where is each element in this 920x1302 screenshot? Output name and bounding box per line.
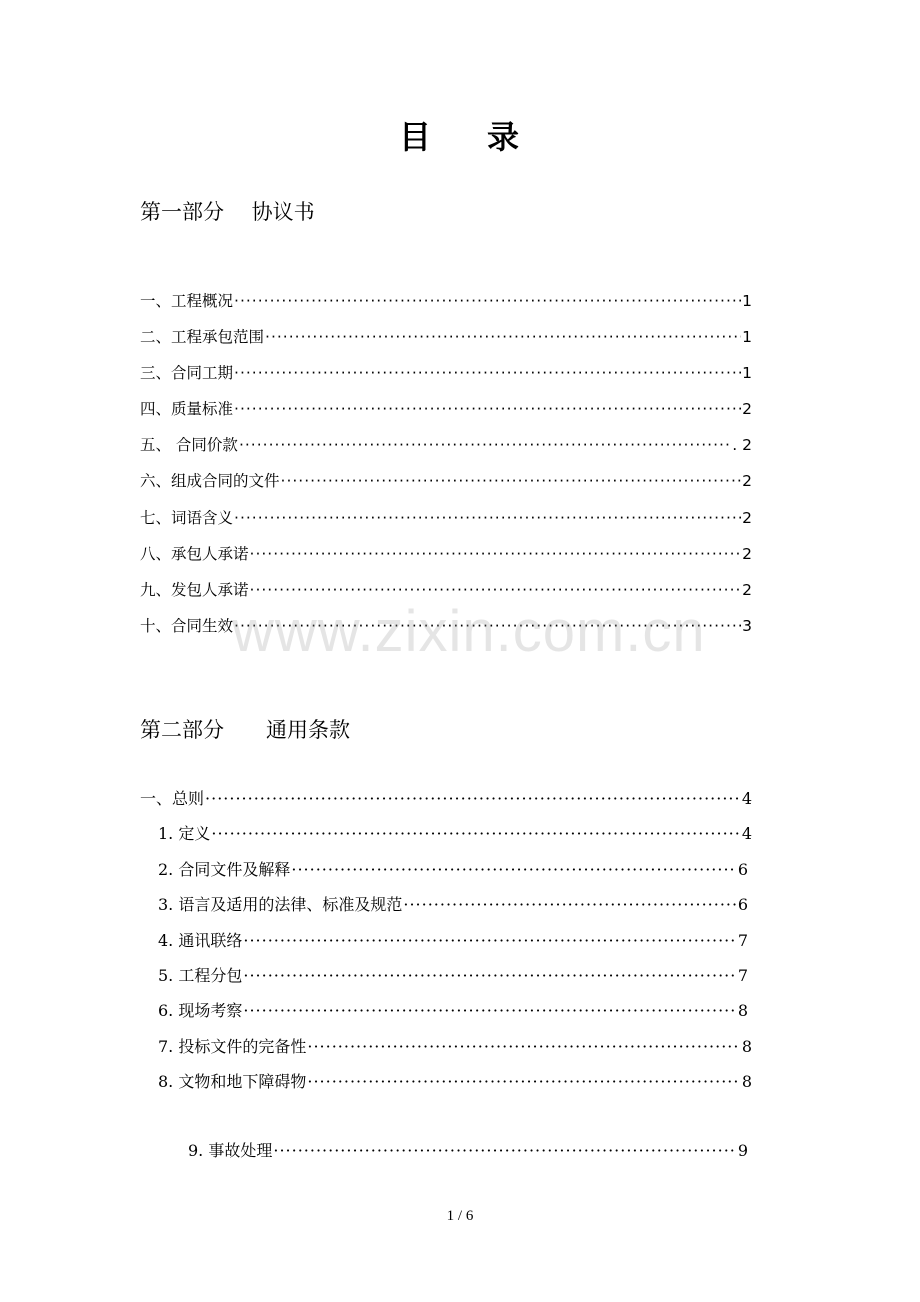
toc-page: 2 bbox=[742, 472, 752, 490]
toc-entry[interactable] bbox=[158, 1069, 752, 1092]
toc-page: 4 bbox=[741, 824, 752, 843]
title-char-1: 目 bbox=[398, 118, 433, 156]
toc-label: 八、承包人承诺 bbox=[140, 545, 249, 563]
toc-label: 9. 事故处理 bbox=[188, 1141, 273, 1160]
toc-label: 四、质量标准 bbox=[140, 400, 234, 418]
toc-entry[interactable] bbox=[140, 786, 752, 809]
toc-entry[interactable] bbox=[140, 433, 752, 455]
leader-dots bbox=[243, 1001, 736, 1020]
toc-page: 2 bbox=[742, 509, 752, 527]
toc-page: 8 bbox=[741, 1037, 752, 1056]
leader-dots bbox=[234, 617, 741, 635]
toc-label: 4. 通讯联络 bbox=[158, 931, 243, 950]
toc-page: 6 bbox=[737, 860, 748, 879]
toc-page: 6 bbox=[737, 895, 748, 914]
toc-entry[interactable] bbox=[158, 963, 748, 986]
leader-dots bbox=[234, 509, 741, 527]
toc-entry[interactable] bbox=[140, 469, 752, 491]
leader-dots bbox=[234, 364, 741, 382]
toc-entry[interactable] bbox=[140, 361, 752, 383]
toc-entry[interactable] bbox=[158, 1034, 752, 1057]
toc-label: 三、合同工期 bbox=[140, 364, 234, 382]
toc-page: 2 bbox=[742, 400, 752, 418]
title-char-2: 录 bbox=[487, 118, 522, 156]
toc-page: 3 bbox=[742, 617, 752, 635]
toc-page: 2 bbox=[742, 545, 752, 563]
leader-dots bbox=[307, 1072, 740, 1091]
toc-entry[interactable] bbox=[158, 857, 748, 880]
toc-label: 六、组成合同的文件 bbox=[140, 472, 280, 490]
toc-entry[interactable] bbox=[158, 928, 748, 951]
toc-page: 7 bbox=[737, 966, 748, 985]
toc-label: 一、工程概况 bbox=[140, 292, 234, 310]
toc-label: 十、合同生效 bbox=[140, 617, 234, 635]
toc-label: 二、工程承包范围 bbox=[140, 328, 265, 346]
toc-page: 7 bbox=[737, 931, 748, 950]
toc-label: 一、总则 bbox=[140, 789, 205, 808]
toc-page: 1 bbox=[742, 292, 752, 310]
leader-dots bbox=[265, 328, 741, 346]
toc-page: 2 bbox=[742, 581, 752, 599]
leader-dots bbox=[234, 400, 741, 418]
toc-entry[interactable] bbox=[140, 325, 752, 347]
toc-entry[interactable] bbox=[140, 542, 752, 564]
part1-heading: 第一部分 协议书 bbox=[140, 200, 315, 224]
leader-dots bbox=[243, 931, 736, 950]
leader-dots bbox=[250, 545, 742, 563]
toc-entry[interactable] bbox=[188, 1138, 748, 1161]
toc-entry[interactable] bbox=[140, 397, 752, 419]
leader-dots bbox=[234, 292, 741, 310]
toc-page: 8 bbox=[737, 1001, 748, 1020]
toc-page: 8 bbox=[741, 1072, 752, 1091]
toc-page: 9 bbox=[737, 1141, 748, 1160]
part2-heading: 第二部分 通用条款 bbox=[140, 718, 350, 742]
leader-dots bbox=[281, 472, 742, 490]
toc-entry[interactable] bbox=[140, 614, 752, 636]
toc-label: 8. 文物和地下障碍物 bbox=[158, 1072, 307, 1091]
leader-dots bbox=[211, 824, 740, 843]
toc-label: 1. 定义 bbox=[158, 824, 211, 843]
leader-dots bbox=[403, 895, 736, 914]
leader-dots bbox=[239, 436, 731, 454]
page-title bbox=[0, 112, 920, 158]
toc-entry[interactable] bbox=[158, 998, 748, 1021]
toc-entry[interactable] bbox=[158, 821, 752, 844]
leader-dots bbox=[250, 581, 742, 599]
toc-label: 7. 投标文件的完备性 bbox=[158, 1037, 307, 1056]
leader-dots bbox=[243, 966, 736, 985]
leader-dots bbox=[273, 1141, 736, 1160]
toc-entry[interactable] bbox=[140, 289, 752, 311]
toc-label: 五、 合同价款 bbox=[140, 436, 238, 454]
toc-page: . 2 bbox=[732, 436, 752, 454]
toc-entry[interactable] bbox=[140, 578, 752, 600]
toc-label: 2. 合同文件及解释 bbox=[158, 860, 291, 879]
toc-label: 5. 工程分包 bbox=[158, 966, 243, 985]
toc-page: 1 bbox=[742, 364, 752, 382]
toc-entry[interactable] bbox=[140, 506, 752, 528]
toc-page: 1 bbox=[742, 328, 752, 346]
leader-dots bbox=[291, 860, 736, 879]
leader-dots bbox=[205, 789, 741, 808]
toc-label: 九、发包人承诺 bbox=[140, 581, 249, 599]
toc-label: 6. 现场考察 bbox=[158, 1001, 243, 1020]
watermark: www.zixin.com.cn bbox=[232, 599, 706, 664]
toc-page: 4 bbox=[741, 789, 752, 808]
toc-entry[interactable] bbox=[158, 892, 748, 915]
leader-dots bbox=[307, 1037, 740, 1056]
toc-label: 七、词语含义 bbox=[140, 509, 234, 527]
toc-label: 3. 语言及适用的法律、标准及规范 bbox=[158, 895, 403, 914]
page-number: 1 / 6 bbox=[446, 1208, 474, 1224]
